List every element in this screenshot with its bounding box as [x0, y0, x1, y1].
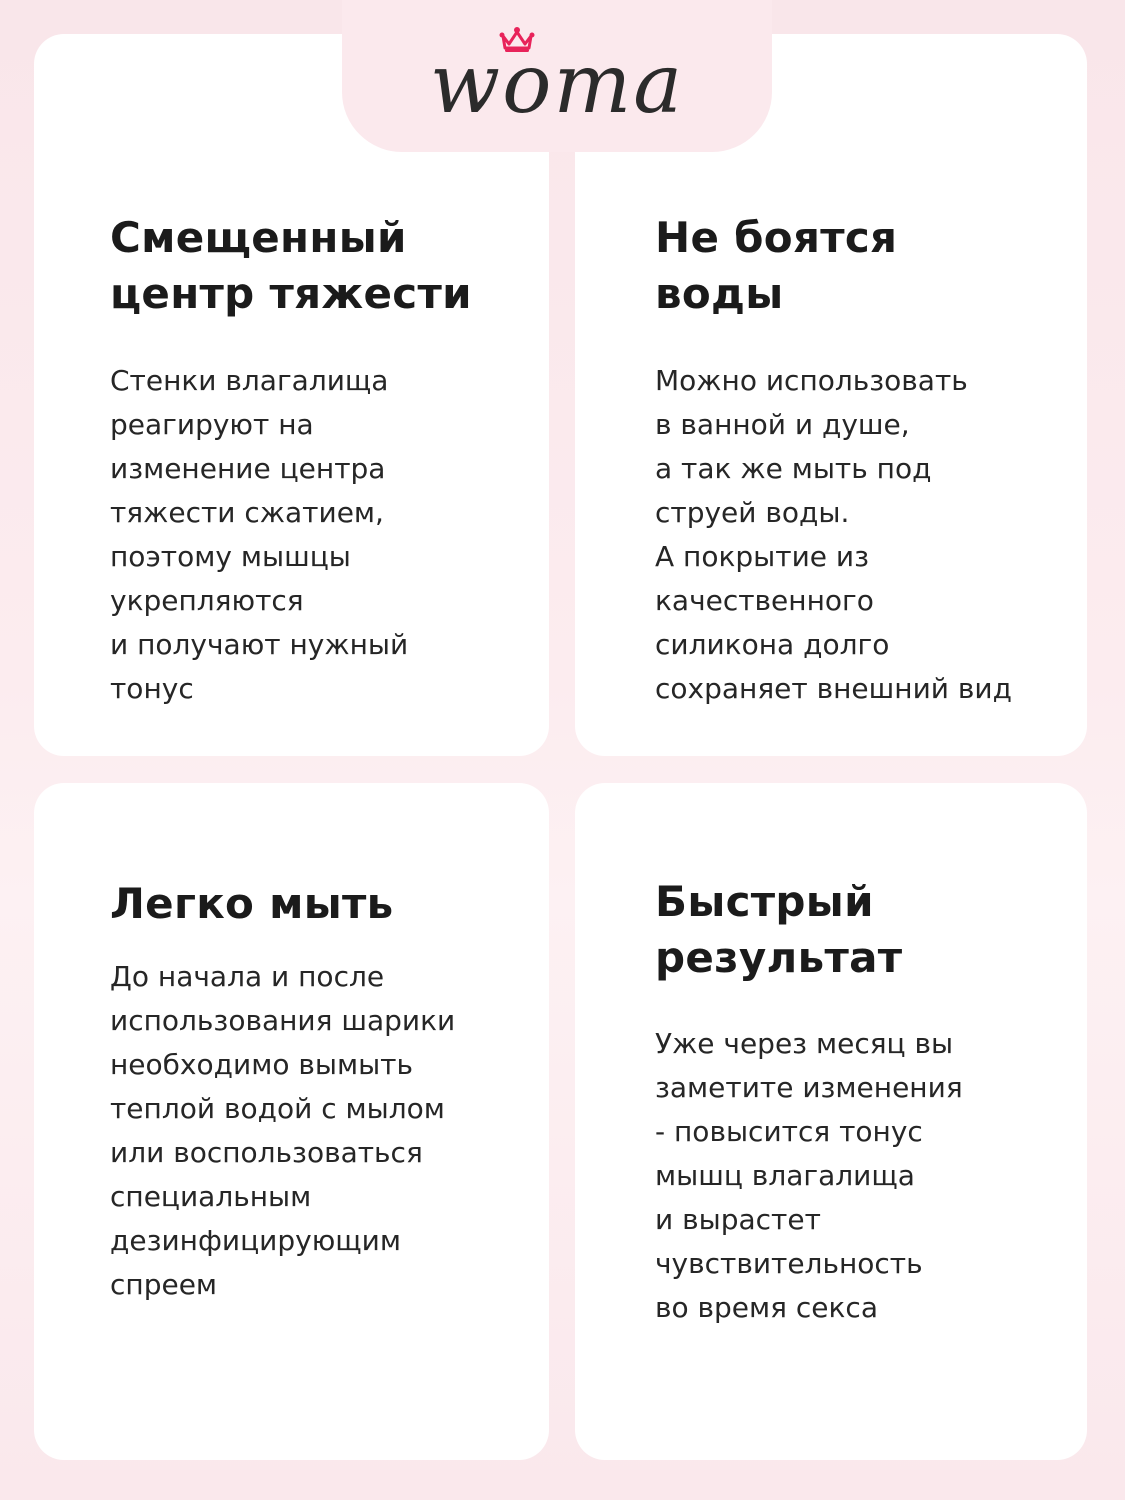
card-description: До начала и после использования шарики необходимо вымыть теплой водой с мылом или воспользоваться специальным дезинфицирующим спреем: [110, 960, 456, 1301]
logo-wordmark: woma: [429, 37, 685, 132]
card-title: Быстрый результат: [655, 877, 903, 982]
card-description: Стенки влагалища реагируют на изменение центра тяжести сжатием, поэтому мышцы укрепляются и получают нужный тонус: [110, 364, 409, 705]
card-title: Легко мыть: [110, 879, 394, 928]
brand-logo: [342, 18, 772, 138]
card-title: Не боятся воды: [655, 213, 898, 318]
card-description: Можно использовать в ванной и душе, а так же мыть под струей воды. А покрытие из качественного силикона долго сохраняет внешний вид: [655, 364, 1012, 705]
card-description: Уже через месяц вы заметите изменения - повысится тонус мышц влагалища и вырастет чувствительность во время секса: [655, 1027, 963, 1324]
card-title: Смещенный центр тяжести: [110, 213, 472, 318]
